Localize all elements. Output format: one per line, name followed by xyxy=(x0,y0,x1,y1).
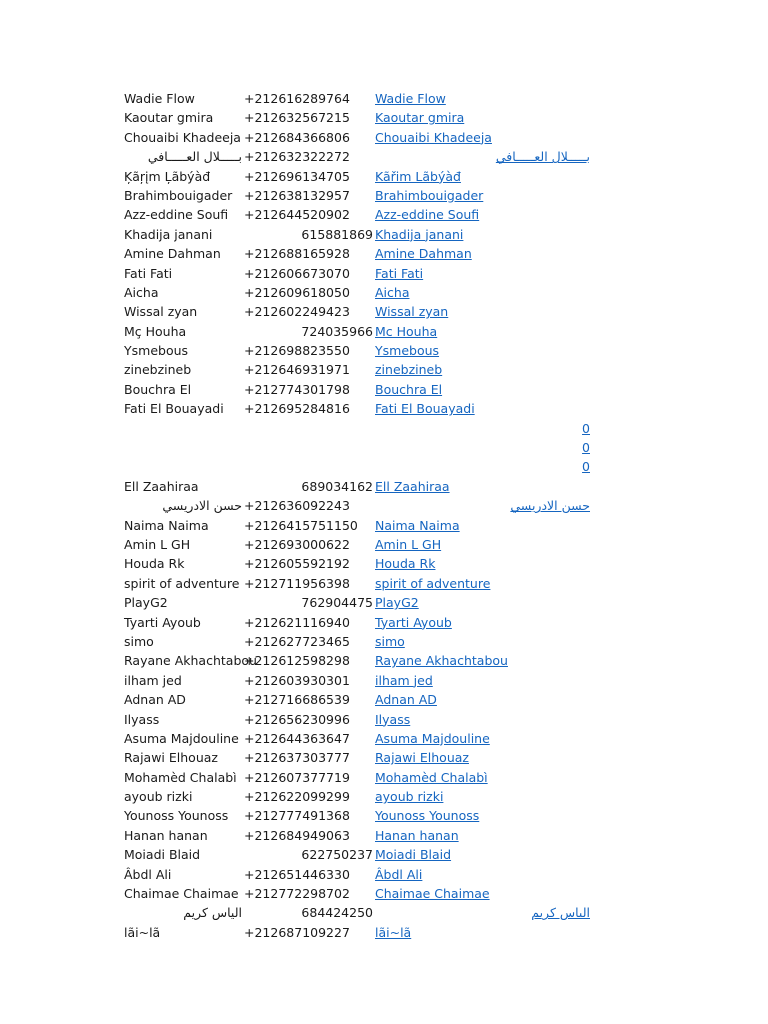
contact-link[interactable]: Âbdl Ali xyxy=(375,866,423,882)
contact-phone: +212607377719 xyxy=(244,769,350,785)
contact-link[interactable]: Adnan AD xyxy=(375,692,437,708)
contact-phone: 684424250 xyxy=(301,905,373,921)
contact-name: simo xyxy=(124,633,154,649)
table-row xyxy=(0,593,768,612)
contact-name: spirit of adventure xyxy=(124,575,240,591)
contact-name: Wissal zyan xyxy=(124,304,198,320)
table-row xyxy=(0,554,768,573)
table-row xyxy=(0,380,768,399)
contact-link[interactable]: Mohamèd Chalabì xyxy=(375,769,488,785)
contact-name: Rayane Akhachtabou xyxy=(124,653,257,669)
contact-phone: 615881869 xyxy=(301,226,373,242)
contact-name: Mç Houha xyxy=(124,323,187,339)
contact-link[interactable]: Wissal zyan xyxy=(375,304,449,320)
contact-phone: +212684366806 xyxy=(244,129,350,145)
contact-name: Asuma Majdouline xyxy=(124,730,239,746)
contact-phone: +212636092243 xyxy=(244,498,350,514)
contact-link[interactable]: Ysmebous xyxy=(375,343,440,359)
table-row xyxy=(0,167,768,186)
table-row xyxy=(0,128,768,147)
contact-phone: +212651446330 xyxy=(244,866,350,882)
table-row xyxy=(0,496,768,515)
contact-phone: +212603930301 xyxy=(244,672,350,688)
contact-link[interactable]: spirit of adventure xyxy=(375,575,491,591)
contact-link[interactable]: بـــــلال العـــــافي xyxy=(495,149,590,165)
contact-name: ilham jed xyxy=(124,672,182,688)
contact-name: Moiadi Blaid xyxy=(124,847,201,863)
contact-name: ayoub rizki xyxy=(124,789,193,805)
table-row xyxy=(0,865,768,884)
contact-name: Khadija janani xyxy=(124,226,213,242)
contact-link[interactable]: الياس كريم xyxy=(531,905,590,921)
contact-link[interactable]: 0 xyxy=(582,459,590,475)
contact-link[interactable]: Fati Fati xyxy=(375,265,424,281)
contact-name: Chouaibi Khadeeja xyxy=(124,129,241,145)
contact-name: Naima Naima xyxy=(124,517,209,533)
contact-link[interactable]: Tyarti Ayoub xyxy=(375,614,452,630)
contact-link[interactable]: Fati El Bouayadi xyxy=(375,401,475,417)
contact-link[interactable]: Kãřim Lãbýàđ xyxy=(375,168,461,184)
contact-name: Ilyass xyxy=(124,711,160,727)
table-row xyxy=(0,729,768,748)
table-row xyxy=(0,264,768,283)
contact-phone: +212605592192 xyxy=(244,556,350,572)
contact-name: الياس كريم xyxy=(183,905,242,921)
contact-phone: +212644363647 xyxy=(244,730,350,746)
table-row xyxy=(0,748,768,767)
contact-phone: +212716686539 xyxy=(244,692,350,708)
table-row xyxy=(0,651,768,670)
table-row xyxy=(0,477,768,496)
contact-name: Aicha xyxy=(124,284,159,300)
contact-link[interactable]: Hanan hanan xyxy=(375,827,459,843)
contact-name: Ell Zaahiraa xyxy=(124,478,199,494)
contact-phone: +212632322272 xyxy=(244,149,350,165)
contact-phone: +212711956398 xyxy=(244,575,350,591)
contact-sheet xyxy=(0,89,768,942)
contact-link[interactable]: Chaimae Chaimae xyxy=(375,886,490,902)
contact-link[interactable]: Amin L GH xyxy=(375,536,442,552)
contact-phone: +212644520902 xyxy=(244,207,350,223)
contact-name: Adnan AD xyxy=(124,692,186,708)
table-row xyxy=(0,690,768,709)
table-row xyxy=(0,516,768,535)
contact-name: Fati Fati xyxy=(124,265,173,281)
table-row xyxy=(0,574,768,593)
contact-link[interactable]: simo xyxy=(375,633,405,649)
table-row xyxy=(0,302,768,321)
contact-link[interactable]: lãi~lã xyxy=(375,924,412,940)
contact-link[interactable]: PlayG2 xyxy=(375,595,419,611)
table-row xyxy=(0,341,768,360)
contact-name: zinebzineb xyxy=(124,362,192,378)
contact-name: حسن الادريسي xyxy=(162,498,242,514)
contact-name: بـــــلال العـــــافي xyxy=(147,149,242,165)
contact-link[interactable]: Ilyass xyxy=(375,711,411,727)
contact-link[interactable]: ilham jed xyxy=(375,672,433,688)
contact-name: Amin L GH xyxy=(124,536,191,552)
contact-phone: 622750237 xyxy=(301,847,373,863)
contact-link[interactable]: zinebzineb xyxy=(375,362,443,378)
table-row xyxy=(0,147,768,166)
contact-phone: +212606673070 xyxy=(244,265,350,281)
table-row xyxy=(0,186,768,205)
table-row xyxy=(0,108,768,127)
table-row xyxy=(0,244,768,263)
contact-link[interactable]: Chouaibi Khadeeja xyxy=(375,129,492,145)
contact-name: Amine Dahman xyxy=(124,246,221,262)
contact-name: Chaimae Chaimae xyxy=(124,886,239,902)
table-row xyxy=(0,205,768,224)
contact-link[interactable]: Rayane Akhachtabou xyxy=(375,653,508,669)
contact-link[interactable]: Aicha xyxy=(375,284,410,300)
contact-name: Kaoutar gmira xyxy=(124,110,214,126)
contact-phone: +212774301798 xyxy=(244,381,350,397)
table-row xyxy=(0,457,768,476)
contact-link[interactable]: Khadija janani xyxy=(375,226,464,242)
table-row xyxy=(0,322,768,341)
table-row xyxy=(0,360,768,379)
contact-phone: +212622099299 xyxy=(244,789,350,805)
contact-phone: 724035966 xyxy=(301,323,373,339)
contact-phone: +212698823550 xyxy=(244,343,350,359)
contact-link[interactable]: Moiadi Blaid xyxy=(375,847,452,863)
table-row xyxy=(0,613,768,632)
contact-link[interactable]: Bouchra El xyxy=(375,381,443,397)
contact-name: PlayG2 xyxy=(124,595,168,611)
contact-name: Ķãŗįm Ļãbýàđ xyxy=(124,168,211,184)
contact-link[interactable]: Rajawi Elhouaz xyxy=(375,750,469,766)
table-row xyxy=(0,845,768,864)
contact-name: Âbdl Ali xyxy=(124,866,172,882)
contact-phone: +212684949063 xyxy=(244,827,350,843)
contact-link[interactable]: Azz-eddine Soufi xyxy=(375,207,480,223)
contact-phone: +212696134705 xyxy=(244,168,350,184)
contact-link[interactable]: Ell Zaahiraa xyxy=(375,478,450,494)
table-row xyxy=(0,903,768,922)
contact-name: Younoss Younoss xyxy=(124,808,229,824)
contact-phone: 762904475 xyxy=(301,595,373,611)
contact-link[interactable]: 0 xyxy=(582,440,590,456)
contact-phone: +212693000622 xyxy=(244,536,350,552)
contact-name: Bouchra El xyxy=(124,381,192,397)
contact-name: Houda Rk xyxy=(124,556,185,572)
contact-phone: +212627723465 xyxy=(244,633,350,649)
table-row xyxy=(0,787,768,806)
contact-phone: +212656230996 xyxy=(244,711,350,727)
contact-phone: +212602249423 xyxy=(244,304,350,320)
contact-phone: +212612598298 xyxy=(244,653,350,669)
contact-link[interactable]: Naima Naima xyxy=(375,517,460,533)
table-row xyxy=(0,923,768,942)
contact-link[interactable]: حسن الادريسي xyxy=(510,498,590,514)
contact-link[interactable]: Brahimbouigader xyxy=(375,187,484,203)
contact-name: Brahimbouigader xyxy=(124,187,233,203)
contact-name: Fati El Bouayadi xyxy=(124,401,224,417)
contact-phone: 689034162 xyxy=(301,478,373,494)
contact-name: Hanan hanan xyxy=(124,827,208,843)
table-row xyxy=(0,283,768,302)
contact-name: Wadie Flow xyxy=(124,91,195,106)
contact-name: Mohamèd Chalabì xyxy=(124,769,237,785)
contact-link[interactable]: Amine Dahman xyxy=(375,246,472,262)
table-row xyxy=(0,225,768,244)
table-row xyxy=(0,89,768,108)
table-row xyxy=(0,632,768,651)
table-row xyxy=(0,826,768,845)
contact-name: Rajawi Elhouaz xyxy=(124,750,218,766)
contact-phone: +212688165928 xyxy=(244,246,350,262)
contact-phone: +212687109227 xyxy=(244,924,350,940)
table-row xyxy=(0,710,768,729)
contact-link[interactable]: Houda Rk xyxy=(375,556,436,572)
contact-phone: +212777491368 xyxy=(244,808,350,824)
contact-link[interactable]: 0 xyxy=(582,420,590,436)
contact-link[interactable]: Wadie Flow xyxy=(375,91,446,106)
contact-phone: +212638132957 xyxy=(244,187,350,203)
table-row xyxy=(0,438,768,457)
contact-phone: +212632567215 xyxy=(244,110,350,126)
table-row xyxy=(0,884,768,903)
contact-phone: +212621116940 xyxy=(244,614,350,630)
contact-phone: +212646931971 xyxy=(244,362,350,378)
contact-link[interactable]: Mc Houha xyxy=(375,323,438,339)
contact-phone: +212772298702 xyxy=(244,886,350,902)
table-row xyxy=(0,399,768,418)
contact-name: Azz-eddine Soufi xyxy=(124,207,229,223)
contact-name: Ysmebous xyxy=(124,343,189,359)
table-row xyxy=(0,419,768,438)
contact-phone: +2126415751150 xyxy=(244,517,358,533)
table-row xyxy=(0,806,768,825)
contact-phone: +212695284816 xyxy=(244,401,350,417)
contact-link[interactable]: Younoss Younoss xyxy=(375,808,480,824)
contact-name: Tyarti Ayoub xyxy=(124,614,201,630)
contact-name: lãi~lã xyxy=(124,924,161,940)
contact-phone: +212637303777 xyxy=(244,750,350,766)
contact-link[interactable]: Kaoutar gmira xyxy=(375,110,465,126)
table-row xyxy=(0,671,768,690)
contact-link[interactable]: Asuma Majdouline xyxy=(375,730,490,746)
table-row xyxy=(0,768,768,787)
contact-link[interactable]: ayoub rizki xyxy=(375,789,444,805)
table-row xyxy=(0,535,768,554)
contact-phone: +212609618050 xyxy=(244,284,350,300)
contact-phone: +212616289764 xyxy=(244,91,350,106)
